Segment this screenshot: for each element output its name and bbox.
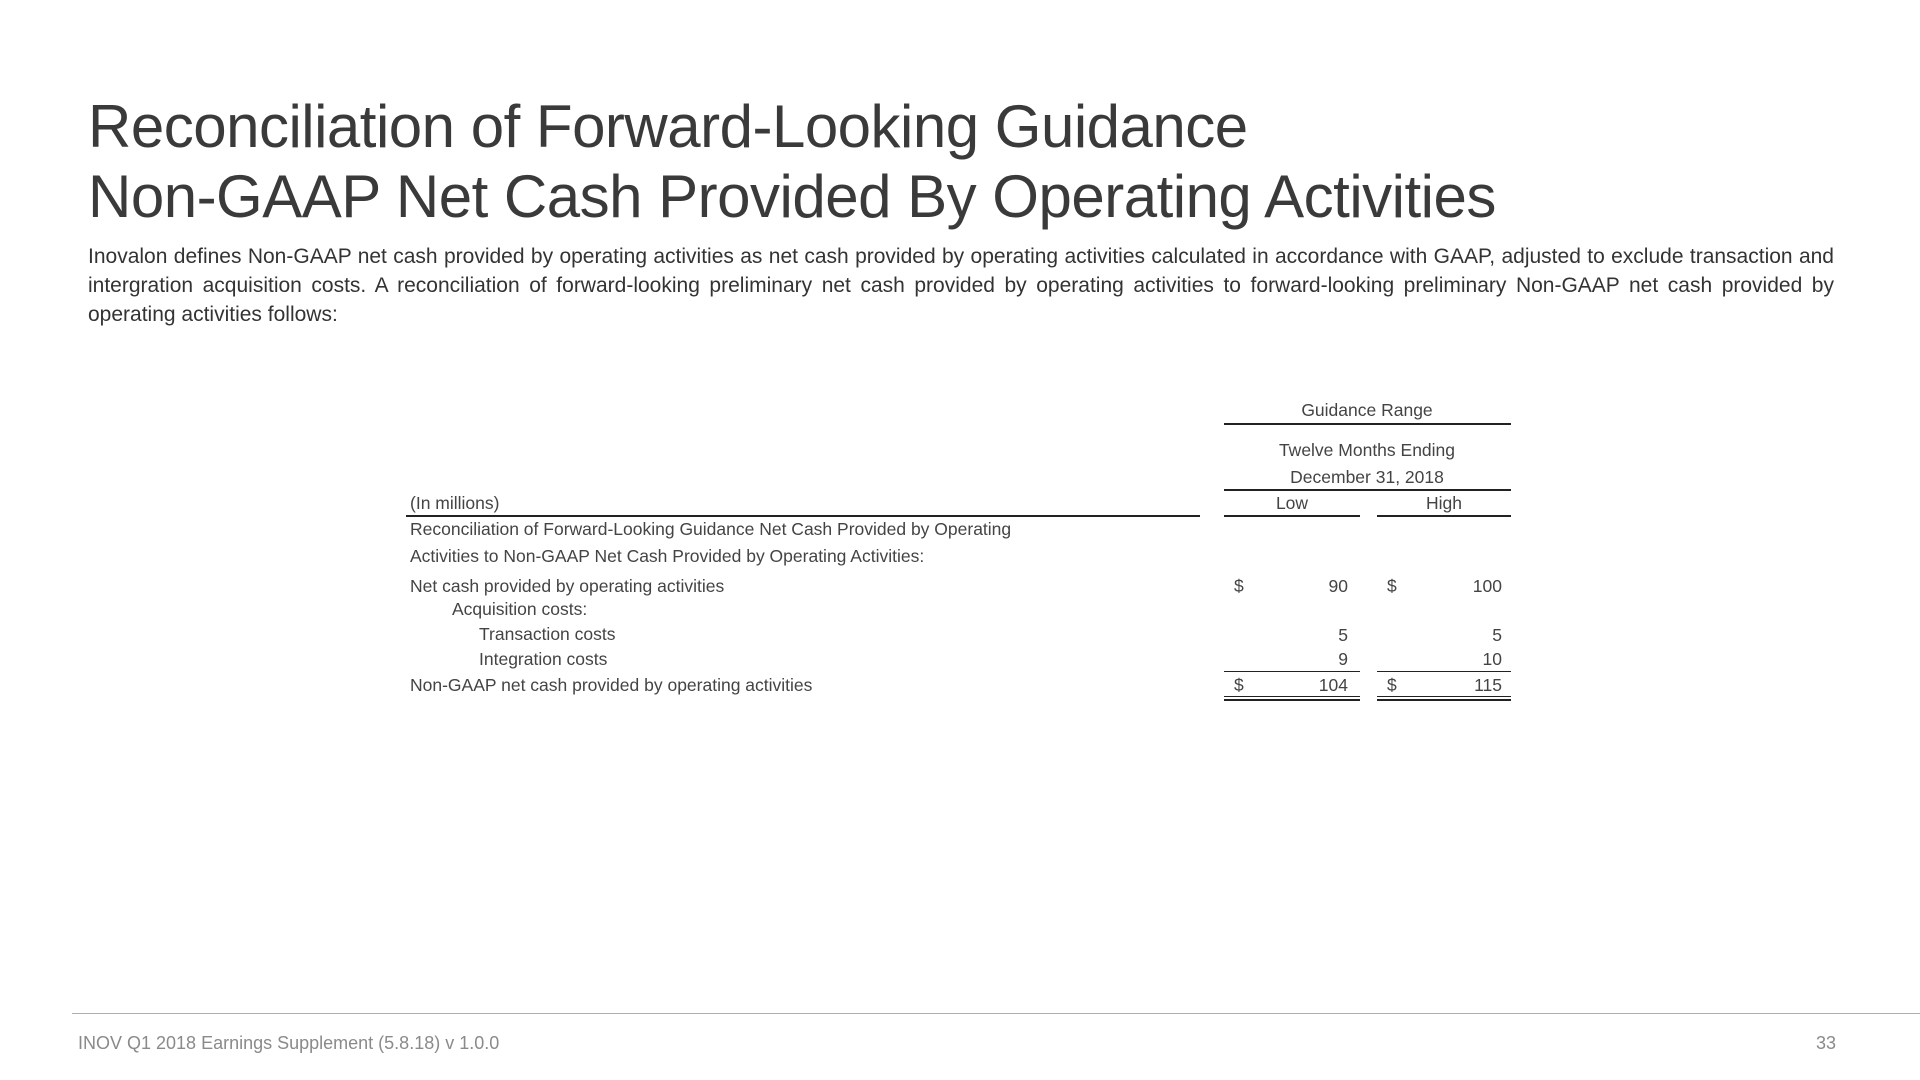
currency-symbol: $ — [1387, 675, 1397, 695]
row-label: Integration costs — [479, 649, 608, 669]
guidance-range-rule — [1224, 423, 1511, 425]
row-label: Net cash provided by operating activities — [410, 576, 725, 596]
row-label: Acquisition costs: — [452, 599, 588, 619]
total-double-rule-high-top — [1377, 696, 1511, 697]
period-header-line-1: Twelve Months Ending — [1278, 440, 1456, 460]
high-column-rule — [1377, 515, 1511, 517]
period-header-line-2: December 31, 2018 — [1290, 467, 1444, 487]
section-caption-line-2: Activities to Non-GAAP Net Cash Provided by Operating Activities: — [410, 546, 925, 566]
currency-symbol: $ — [1234, 675, 1244, 695]
footer-text: INOV Q1 2018 Earnings Supplement (5.8.18) v 1.0.0 — [78, 1033, 500, 1053]
low-column-rule — [1224, 515, 1360, 517]
currency-symbol: $ — [1387, 576, 1397, 596]
subtotal-rule-low — [1224, 671, 1360, 672]
low-value: 9 — [1338, 649, 1348, 669]
high-value: 5 — [1492, 625, 1502, 645]
high-value: 10 — [1482, 649, 1502, 669]
subtotal-rule-high — [1377, 671, 1511, 672]
row-label: Non-GAAP net cash provided by operating activities — [410, 675, 813, 695]
slide-title-line-1: Reconciliation of Forward-Looking Guidance — [88, 93, 1248, 160]
intro-paragraph: Inovalon defines Non-GAAP net cash provided by operating activities as net cash provided by operating activities calculated in accordance with GAAP, adjusted to exclude transaction and intergration acquisition costs. A reconciliation of forward-looking preliminary net cash provided by operating activities to forward-looking preliminary Non-GAAP net cash provided by operating activities follows: — [88, 245, 1834, 326]
high-value: 100 — [1472, 576, 1502, 596]
slide-title-line-2: Non-GAAP Net Cash Provided By Operating Activities — [88, 163, 1496, 230]
total-double-rule-high-bottom — [1377, 699, 1511, 701]
currency-symbol: $ — [1234, 576, 1244, 596]
low-value: 5 — [1338, 625, 1348, 645]
guidance-range-header: Guidance Range — [1301, 400, 1433, 420]
column-header-low: Low — [1275, 493, 1309, 513]
total-double-rule-low-bottom — [1224, 699, 1360, 701]
footer-rule — [72, 1013, 1920, 1014]
row-label: Transaction costs — [479, 624, 616, 644]
page-number: 33 — [1815, 1033, 1836, 1053]
period-rule — [1224, 489, 1511, 491]
section-caption-line-1: Reconciliation of Forward-Looking Guidance Net Cash Provided by Operating — [410, 519, 1012, 539]
total-double-rule-low-top — [1224, 696, 1360, 697]
column-header-high: High — [1426, 493, 1462, 513]
label-column-rule — [406, 515, 1200, 517]
low-value: 104 — [1318, 675, 1348, 695]
low-value: 90 — [1328, 576, 1348, 596]
high-value: 115 — [1474, 675, 1502, 695]
units-label: (In millions) — [410, 493, 500, 513]
